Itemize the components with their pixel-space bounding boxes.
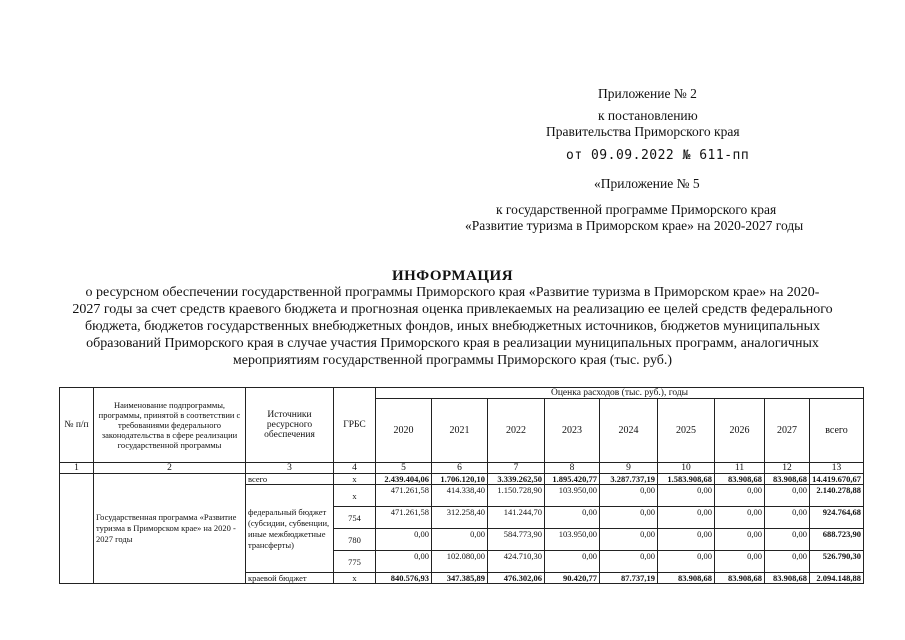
header-np: № п/п	[60, 388, 94, 463]
column-number: 13	[810, 463, 864, 474]
appendix5: «Приложение № 5	[594, 176, 700, 191]
to-decree: к постановлению	[598, 108, 698, 123]
value-cell: 312.258,40	[432, 507, 488, 529]
value-cell: 0,00	[658, 551, 715, 573]
grbs-cell: x	[334, 573, 376, 584]
value-cell: 526.790,30	[810, 551, 864, 573]
row-number-cell	[60, 474, 94, 584]
value-cell: 103.950,00	[545, 485, 600, 507]
grbs-cell: 780	[334, 529, 376, 551]
column-number: 3	[246, 463, 334, 474]
program-name-cell: Государственная программа «Развитие туризма в Приморском крае» на 2020 - 2027 годы	[94, 474, 246, 584]
year-header: 2022	[488, 399, 545, 463]
value-cell: 0,00	[432, 529, 488, 551]
value-cell: 347.385,89	[432, 573, 488, 584]
value-cell: 83.908,68	[715, 474, 765, 485]
year-header: 2023	[545, 399, 600, 463]
value-cell: 2.140.278,88	[810, 485, 864, 507]
document-description	[40, 284, 865, 369]
value-cell: 83.908,68	[658, 573, 715, 584]
appendix-number: Приложение № 2	[598, 86, 697, 101]
value-cell: 141.244,70	[488, 507, 545, 529]
column-number: 6	[432, 463, 488, 474]
value-cell: 1.895.420,77	[545, 474, 600, 485]
value-cell: 0,00	[658, 529, 715, 551]
year-header: 2020	[376, 399, 432, 463]
grbs-cell: 775	[334, 551, 376, 573]
value-cell: 424.710,30	[488, 551, 545, 573]
header-expense-group: Оценка расходов (тыс. руб.), годы	[376, 388, 864, 399]
resource-table	[59, 387, 864, 584]
value-cell: 0,00	[545, 507, 600, 529]
value-cell: 87.737,19	[600, 573, 658, 584]
value-cell: 83.908,68	[715, 573, 765, 584]
value-cell: 2.094.148,88	[810, 573, 864, 584]
value-cell: 0,00	[715, 551, 765, 573]
value-cell: 0,00	[765, 485, 810, 507]
column-number: 5	[376, 463, 432, 474]
value-cell: 0,00	[600, 507, 658, 529]
grbs-cell: x	[334, 474, 376, 485]
column-number: 9	[600, 463, 658, 474]
column-number: 2	[94, 463, 246, 474]
value-cell: 3.339.262,50	[488, 474, 545, 485]
value-cell: 0,00	[376, 551, 432, 573]
value-cell: 584.773,90	[488, 529, 545, 551]
value-cell: 924.764,68	[810, 507, 864, 529]
column-number: 8	[545, 463, 600, 474]
column-number: 12	[765, 463, 810, 474]
value-cell: 1.583.908,68	[658, 474, 715, 485]
decree-date-stamp: от 09.09.2022 № 611-пп	[566, 148, 750, 163]
value-cell: 83.908,68	[765, 474, 810, 485]
header-name: Наименование подпрограммы, программы, принятой в соответствии с требованиями федерального законодательства в сфере реализации государственной программы	[94, 388, 246, 463]
header-source: Источники ресурсного обеспечения	[246, 388, 334, 463]
value-cell: 103.950,00	[545, 529, 600, 551]
to-state-program: к государственной программе Приморского края	[496, 202, 777, 217]
value-cell: 0,00	[600, 529, 658, 551]
column-number: 1	[60, 463, 94, 474]
column-number: 10	[658, 463, 715, 474]
value-cell: 0,00	[765, 529, 810, 551]
grbs-cell: x	[334, 485, 376, 507]
year-header: 2027	[765, 399, 810, 463]
value-cell: 0,00	[600, 485, 658, 507]
government-name: Правительства Приморского края	[546, 124, 740, 139]
year-header: 2026	[715, 399, 765, 463]
value-cell: 0,00	[765, 507, 810, 529]
column-number: 11	[715, 463, 765, 474]
year-header: всего	[810, 399, 864, 463]
value-cell: 688.723,90	[810, 529, 864, 551]
header-grbs: ГРБС	[334, 388, 376, 463]
value-cell: 471.261,58	[376, 507, 432, 529]
value-cell: 414.338,40	[432, 485, 488, 507]
value-cell: 0,00	[765, 551, 810, 573]
value-cell: 1.706.120,10	[432, 474, 488, 485]
column-number: 7	[488, 463, 545, 474]
value-cell: 90.420,77	[545, 573, 600, 584]
source-cell: краевой бюджет	[246, 573, 334, 584]
value-cell: 476.302,06	[488, 573, 545, 584]
value-cell: 0,00	[376, 529, 432, 551]
value-cell: 471.261,58	[376, 485, 432, 507]
year-header: 2024	[600, 399, 658, 463]
value-cell: 83.908,68	[765, 573, 810, 584]
value-cell: 3.287.737,19	[600, 474, 658, 485]
value-cell: 840.576,93	[376, 573, 432, 584]
value-cell: 1.150.728,90	[488, 485, 545, 507]
column-number: 4	[334, 463, 376, 474]
year-header: 2021	[432, 399, 488, 463]
description-line: бюджета, бюджетов государственных внебюджетных фондов, иных внебюджетных источников, бюджетов муниципальных	[84, 319, 821, 334]
value-cell: 0,00	[545, 551, 600, 573]
description-line: образований Приморского края в случае участия Приморского края в реализации муниципальных программ, аналогичных	[86, 336, 819, 351]
year-header: 2025	[658, 399, 715, 463]
grbs-cell: 754	[334, 507, 376, 529]
value-cell: 14.419.670,67	[810, 474, 864, 485]
description-line: 2027 годы за счет средств краевого бюджета и прогнозная оценка привлекаемых на реализацию ее целей средств федерального	[72, 302, 833, 317]
description-line: мероприятиям государственной программы Приморского края (тыс. руб.)	[232, 353, 673, 368]
source-cell: всего	[246, 474, 334, 485]
value-cell: 102.080,00	[432, 551, 488, 573]
value-cell: 0,00	[658, 507, 715, 529]
description-line: о ресурсном обеспечении государственной программы Приморского края «Развитие туризма в Приморском крае» на 2020-	[85, 285, 820, 300]
value-cell: 0,00	[715, 529, 765, 551]
value-cell: 0,00	[658, 485, 715, 507]
program-name: «Развитие туризма в Приморском крае» на 2020-2027 годы	[465, 218, 804, 233]
source-cell-federal: федеральный бюджет (субсидии, субвенции, иные межбюджетные трансферты)	[246, 485, 334, 573]
document-title: ИНФОРМАЦИЯ	[391, 268, 514, 284]
value-cell: 0,00	[715, 507, 765, 529]
value-cell: 0,00	[715, 485, 765, 507]
value-cell: 0,00	[600, 551, 658, 573]
value-cell: 2.439.404,06	[376, 474, 432, 485]
